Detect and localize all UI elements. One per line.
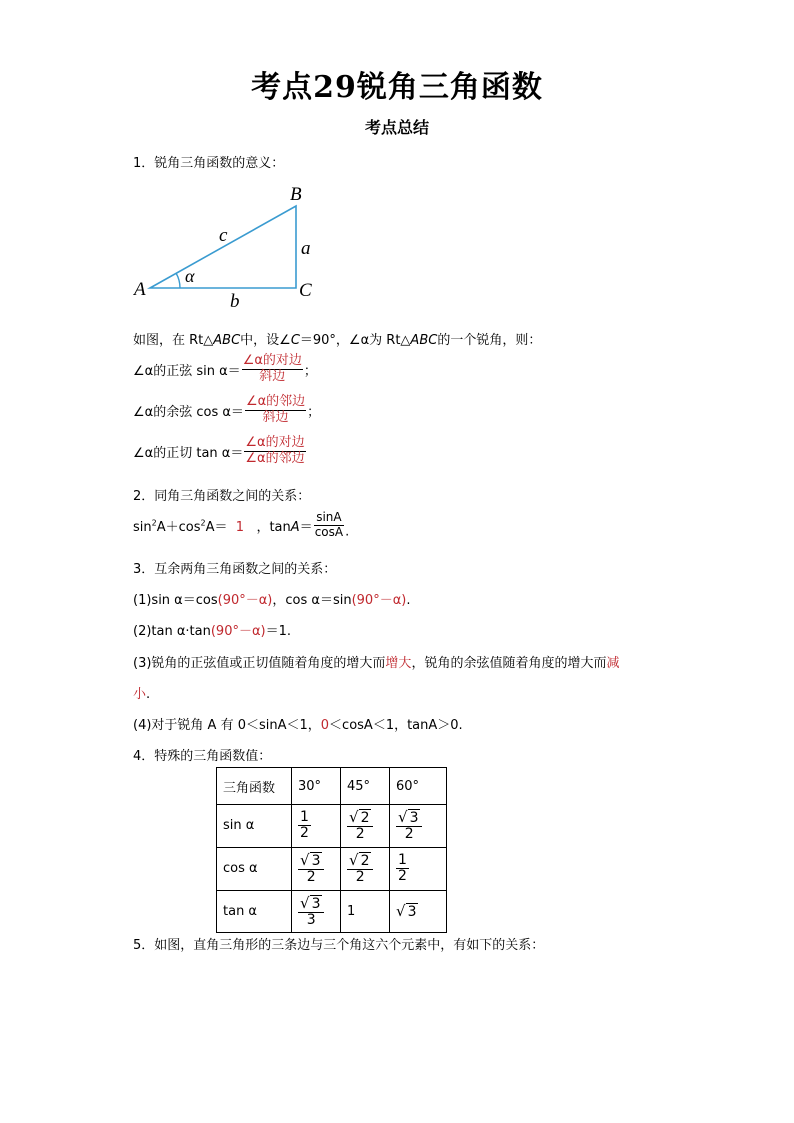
value-cell: $\frac{√ 3}{3}$ [292,890,341,933]
intro-line: 如图，在 Rt△ABC中，设∠C＝90°，∠α为 Rt△ABC的一个锐角，则： [133,333,542,348]
row-label: sin α [217,805,292,848]
label-C: C [299,280,312,301]
sin-definition: ∠α的正弦 sin α＝ $\frac{\text{∠α的对边}}{\text{斜边}}$ ； [133,353,317,384]
angle-arc [176,273,180,288]
complement-line-3-cont: 小. [133,687,151,702]
header-cell: 60° [390,768,447,805]
header-cell: 45° [341,768,390,805]
section-5-heading: 5．如图，直角三角形的三条边与三个角这六个元素中，有如下的关系： [133,938,545,953]
value-cell: $\frac{1}{2}$ [292,805,341,848]
header-cell: 30° [292,768,341,805]
label-A: A [134,279,146,300]
complement-line-4: (4)对于锐角 A 有 0＜sinA＜1，0＜cosA＜1，tanA＞0. [133,718,463,733]
complement-line-3: (3)锐角的正弦值或正切值随着角度的增大而增大，锐角的余弦值随着角度的增大而减 [133,656,620,671]
value-cell: $\frac{√ 3}{2}$ [390,805,447,848]
label-B: B [290,184,302,205]
value-cell: √ 3 [390,890,447,933]
table-row [217,805,447,848]
header-cell: 三角函数 [217,768,292,805]
value-cell: $\frac{√ 2}{2}$ [341,805,390,848]
label-alpha: α [185,266,195,286]
right-triangle-diagram [128,182,328,312]
value-cell: $\frac{√ 3}{2}$ [292,847,341,890]
section-2-heading: 2．同角三角函数之间的关系： [133,489,311,504]
same-angle-relation: $\sin^2A+\cos^2A= 1$ ，tanA＝ $\frac{\sin A}{\cos A}$ . [133,510,350,540]
label-b: b [230,291,240,312]
value-cell: $\frac{√ 2}{2}$ [341,847,390,890]
page-title: 考点29锐角三角函数 [251,70,543,105]
cos-definition: ∠α的余弦 cos α＝ $\frac{\text{∠α的邻边}}{\text{斜边}}$ ； [133,394,321,425]
table-row [217,890,447,933]
row-label: tan α [217,890,292,933]
triangle-shape [150,206,296,288]
value-cell: 1 [341,890,390,933]
special-values-table [216,767,447,933]
row-label: cos α [217,847,292,890]
table-row [217,847,447,890]
complement-line-2: (2)tan α·tan(90°－α)＝1. [133,624,292,639]
label-a: a [301,238,311,259]
table-header-row [217,768,447,805]
label-c: c [219,225,228,246]
page-subtitle: 考点总结 [364,118,429,137]
section-4-heading: 4．特殊的三角函数值： [133,749,272,764]
section-1-heading: 1．锐角三角函数的意义： [133,156,285,171]
section-3-heading: 3．互余两角三角函数之间的关系： [133,562,337,577]
complement-line-1: (1)sin α＝cos(90°－α)，cos α＝sin(90°－α). [133,593,411,608]
tan-definition: ∠α的正切 tan α＝ $\frac{\text{∠α的对边}}{\text{∠α的邻边}}$ [133,435,305,466]
value-cell: $\frac{1}{2}$ [390,847,447,890]
